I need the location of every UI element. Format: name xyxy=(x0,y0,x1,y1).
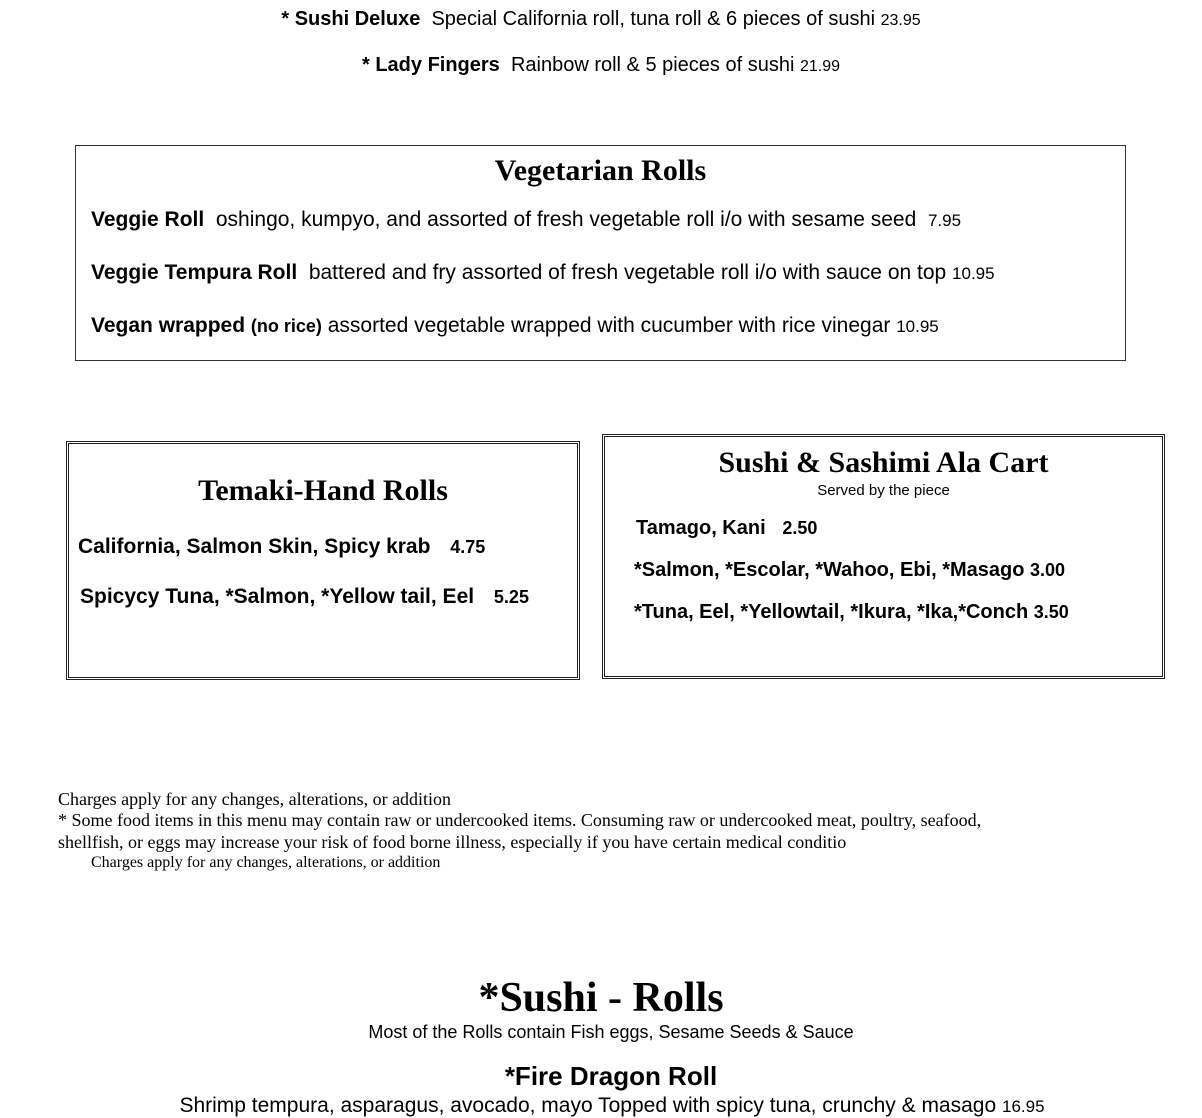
item-name: Vegan wrapped xyxy=(91,314,246,337)
ala-cart-title: Sushi & Sashimi Ala Cart xyxy=(718,446,1049,479)
menu-item xyxy=(634,559,1065,582)
charges-notice-repeat: Charges apply for any changes, alterations, or addition xyxy=(91,854,441,871)
food-safety-warning-continued: shellfish, or eggs may increase your risk of food borne illness, especially if you have certain medical conditio xyxy=(58,832,847,852)
special-description: Special California roll, tuna roll & 6 pieces of sushi xyxy=(431,8,876,30)
menu-item xyxy=(634,601,1069,624)
item-description: battered and fry assorted of fresh vegetable roll i/o with sauce on top xyxy=(308,261,947,284)
roll-description: Shrimp tempura, asparagus, avocado, mayo Topped with spicy tuna, crunchy & masago xyxy=(179,1094,997,1117)
menu-item xyxy=(91,261,995,285)
item-price: 10.95 xyxy=(952,264,995,283)
hand-rolls-title: Temaki-Hand Rolls xyxy=(198,474,448,507)
charges-notice: Charges apply for any changes, alterations, or addition xyxy=(58,789,452,809)
item-price: 10.95 xyxy=(896,317,939,336)
special-name: Lady Fingers xyxy=(375,54,500,76)
ala-cart-subtitle: Served by the piece xyxy=(817,482,950,499)
menu-item xyxy=(78,535,485,559)
special-star: * xyxy=(281,8,290,30)
item-name: Tamago, Kani xyxy=(636,517,766,539)
item-price: 3.00 xyxy=(1030,560,1066,580)
item-name: *Salmon, *Escolar, *Wahoo, Ebi, *Masago xyxy=(634,559,1025,581)
vegetarian-rolls-box xyxy=(75,145,1126,361)
hand-rolls-box xyxy=(66,441,580,680)
special-price: 23.95 xyxy=(880,12,921,29)
item-description: assorted vegetable wrapped with cucumber with rice vinegar xyxy=(327,314,891,337)
item-name: Spicycy Tuna, *Salmon, *Yellow tail, Eel xyxy=(80,585,475,608)
item-description: oshingo, kumpyo, and assorted of fresh vegetable roll i/o with sesame seed xyxy=(215,208,917,231)
item-name: Veggie Tempura Roll xyxy=(91,261,298,284)
item-price: 7.95 xyxy=(927,211,962,230)
special-star: * xyxy=(361,54,370,76)
menu-item xyxy=(91,314,939,338)
menu-item xyxy=(80,585,529,609)
ala-cart-box xyxy=(602,434,1165,679)
special-item xyxy=(0,8,1202,31)
menu-item xyxy=(91,208,961,232)
sushi-rolls-subtitle: Most of the Rolls contain Fish eggs, Sesame Seeds & Sauce xyxy=(368,1022,854,1042)
item-name: Veggie Roll xyxy=(91,208,205,231)
item-price: 2.50 xyxy=(782,518,818,538)
special-price: 21.99 xyxy=(799,58,841,75)
item-price: 3.50 xyxy=(1033,602,1069,622)
special-name: Sushi Deluxe xyxy=(294,8,421,30)
menu-item xyxy=(636,517,817,540)
item-price: 4.75 xyxy=(450,537,486,557)
item-name: California, Salmon Skin, Spicy krab xyxy=(78,535,431,558)
special-item xyxy=(0,54,1202,77)
vegetarian-title: Vegetarian Rolls xyxy=(494,154,707,187)
roll-name: *Fire Dragon Roll xyxy=(504,1061,718,1091)
food-safety-warning: * Some food items in this menu may contain raw or undercooked items. Consuming raw or undercooked meat, poultry, seafood, xyxy=(58,810,982,830)
item-name: *Tuna, Eel, *Yellowtail, *Ikura, *Ika,*Conch xyxy=(634,601,1029,623)
sushi-rolls-title: *Sushi - Rolls xyxy=(478,975,724,1021)
special-description: Rainbow roll & 5 pieces of sushi xyxy=(510,54,795,76)
item-note: (no rice) xyxy=(250,316,322,336)
roll-description-line xyxy=(0,1094,1202,1118)
roll-price: 16.95 xyxy=(1002,1097,1045,1116)
item-price: 5.25 xyxy=(493,587,529,607)
